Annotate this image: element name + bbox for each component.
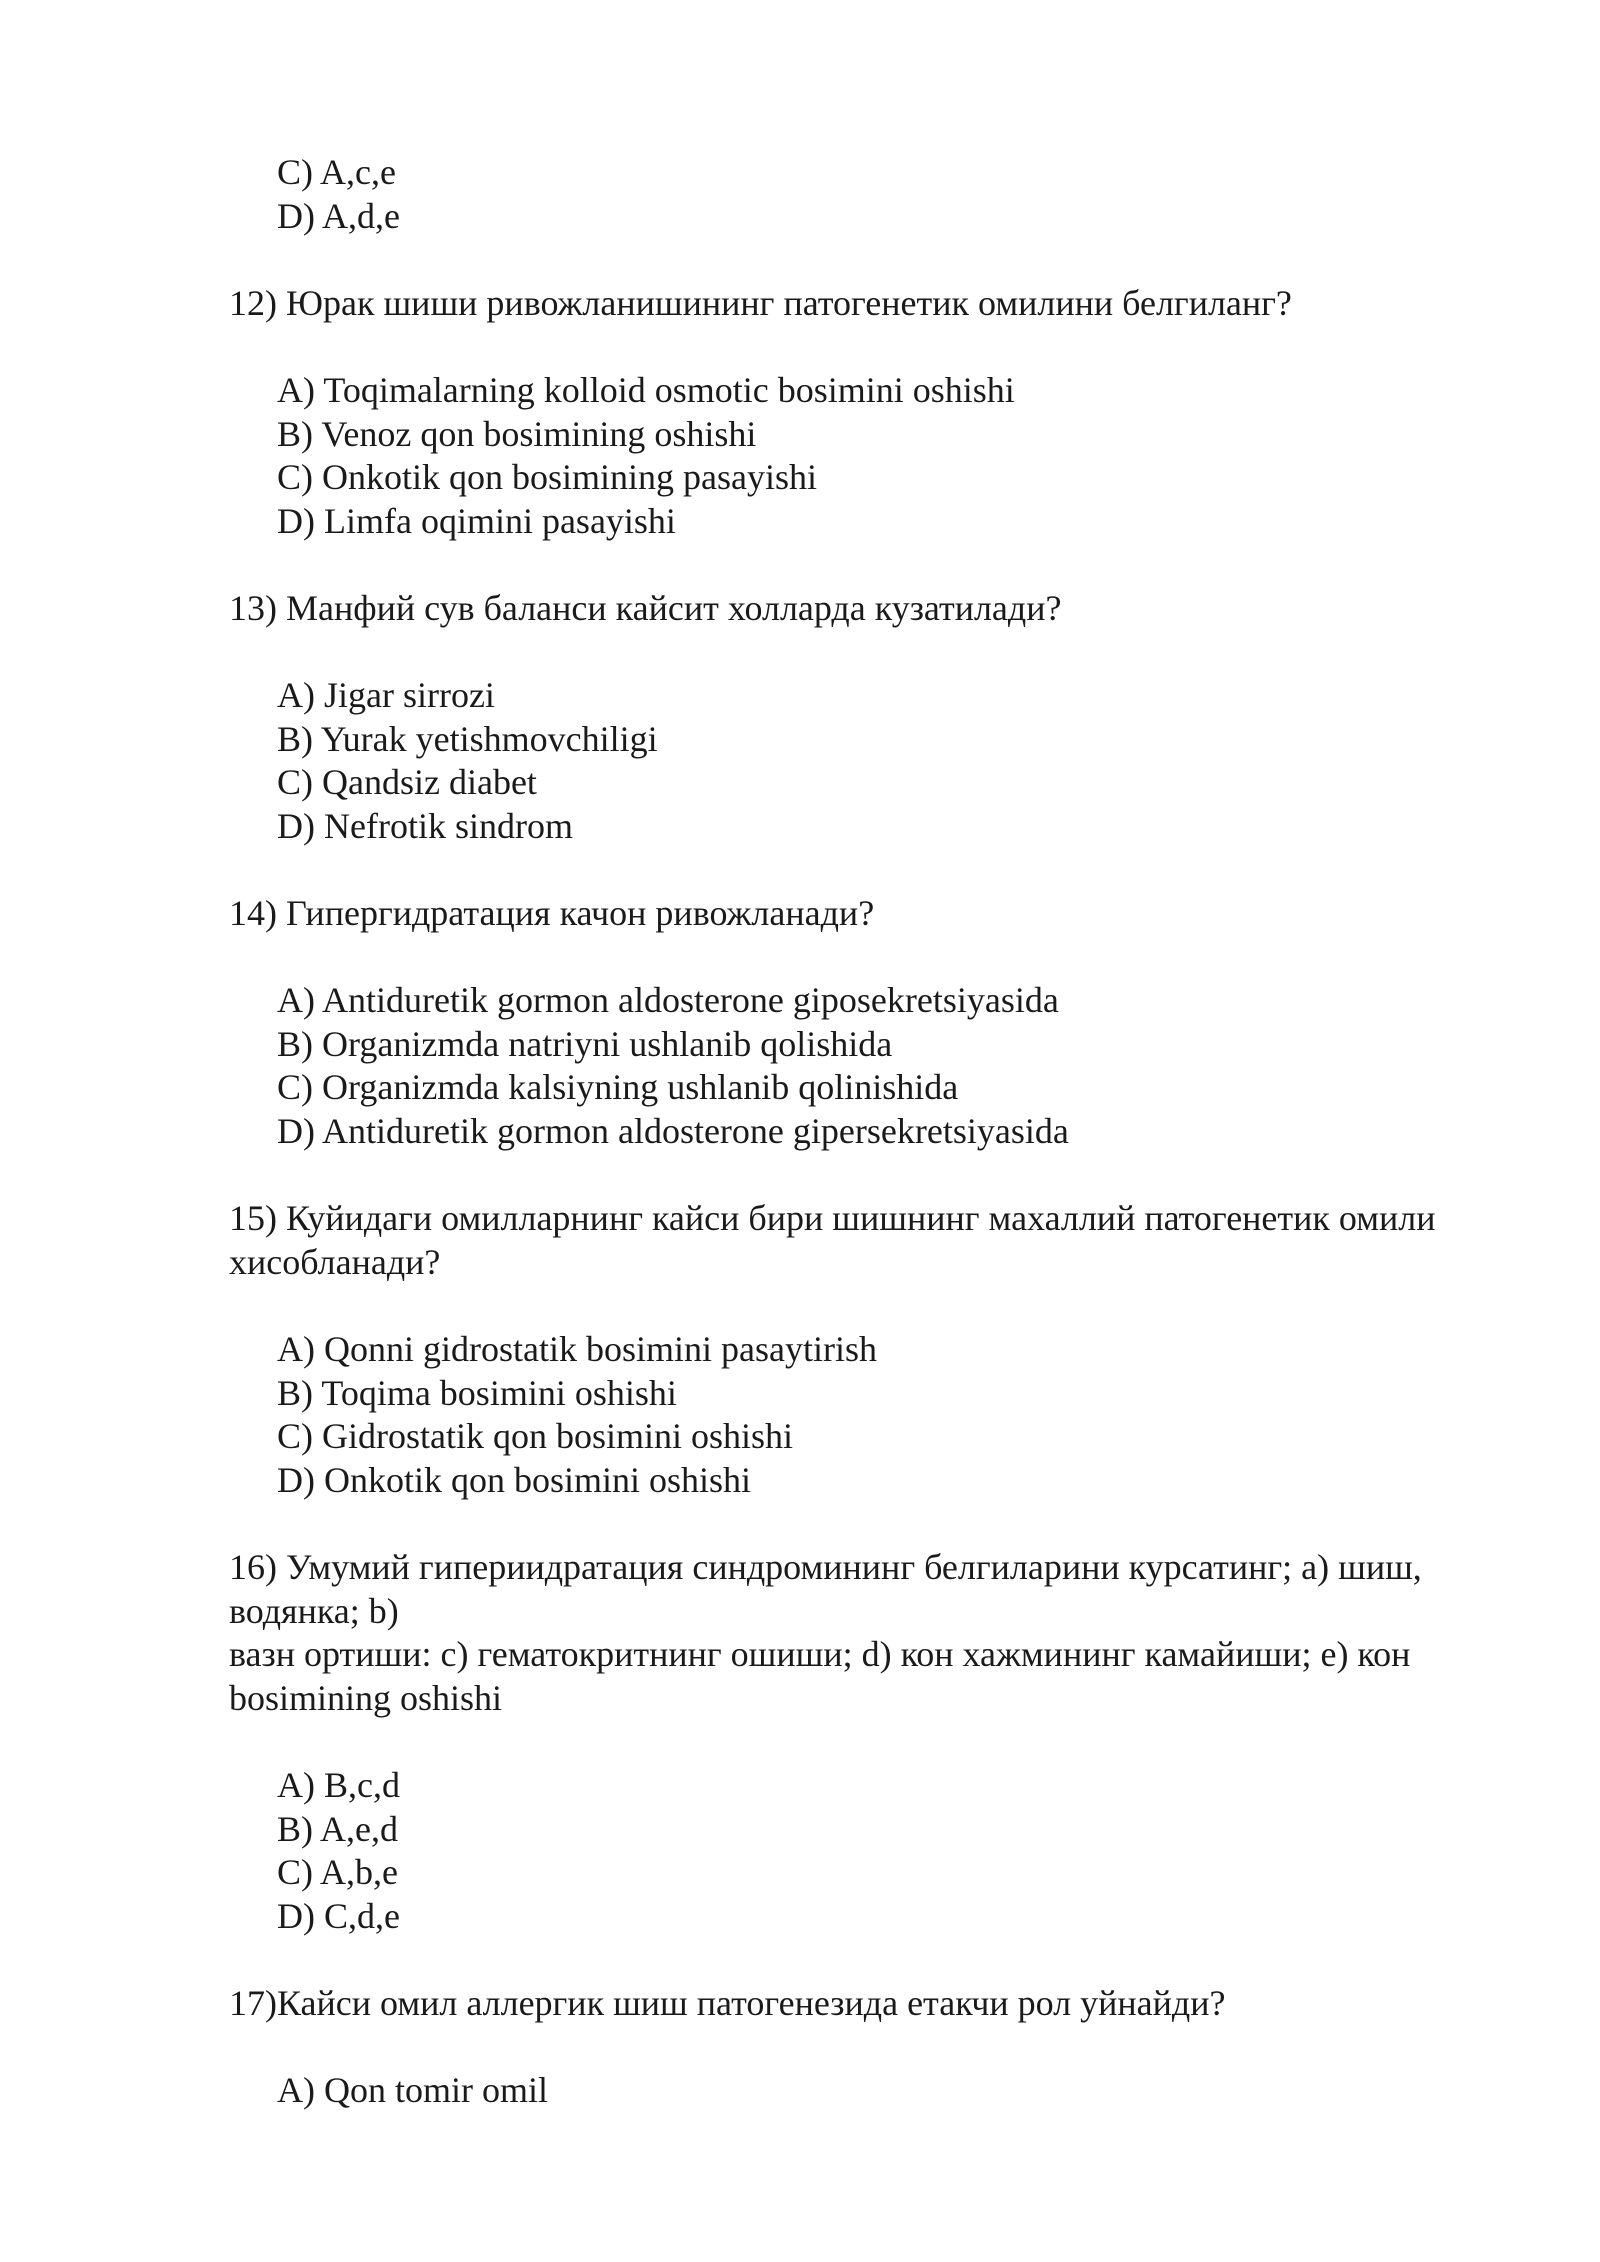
q16-option-c: C) A,b,e	[277, 1852, 398, 1893]
q15-option-a: A) Qonni gidrostatik bosimini pasaytirish	[277, 1329, 877, 1370]
q13-option-b: B) Yurak yetishmovchiligi	[277, 718, 658, 759]
q15-option-b: B) Toqima bosimini oshishi	[277, 1372, 677, 1413]
page-content	[229, 151, 1494, 2113]
question-15-line-2: хисобланади?	[229, 1241, 441, 1282]
question-13: 13) Манфий сув баланси кайсит холларда кузатилади?	[229, 587, 1062, 628]
q12-option-a: A) Toqimalarning kolloid osmotic bosimini oshishi	[277, 369, 1015, 410]
spacer	[229, 1154, 1494, 1198]
q13-option-a: A) Jigar sirrozi	[277, 675, 495, 716]
q13-option-d: D) Nefrotik sindrom	[277, 805, 573, 846]
question-14: 14) Гипергидратация качон ривожланади?	[229, 893, 875, 934]
spacer	[229, 1720, 1494, 1764]
q14-option-b: B) Organizmda natriyni ushlanib qolishida	[277, 1023, 893, 1064]
spacer	[229, 1502, 1494, 1546]
q13-option-c: C) Qandsiz diabet	[277, 762, 537, 803]
spacer	[229, 1284, 1494, 1328]
q12-option-d: D) Limfa oqimini pasayishi	[277, 500, 676, 541]
question-15-line-1: 15) Куйидаги омилларнинг кайси бири шишнинг махаллий патогенетик омили	[229, 1198, 1436, 1239]
q17-option-a: A) Qon tomir omil	[277, 2070, 548, 2111]
option-d-prev: D) A,d,e	[277, 195, 400, 236]
q16-option-b: B) A,e,d	[277, 1808, 398, 1849]
spacer	[229, 849, 1494, 893]
question-17: 17)Кайси омил аллергик шиш патогенезида етакчи рол уйнайди?	[229, 1982, 1226, 2023]
spacer	[229, 543, 1494, 587]
question-12: 12) Юрак шиши ривожланишининг патогенетик омилини белгиланг?	[229, 282, 1292, 323]
question-16-line-4: bosimining oshishi	[229, 1677, 503, 1718]
spacer	[229, 325, 1494, 369]
q14-option-c: C) Organizmda kalsiyning ushlanib qolinishida	[277, 1067, 959, 1108]
q16-option-a: A) B,c,d	[277, 1764, 400, 1805]
option-c-prev: C) A,c,e	[277, 152, 396, 192]
q16-option-d: D) C,d,e	[277, 1895, 400, 1936]
spacer	[229, 631, 1494, 675]
spacer	[229, 936, 1494, 980]
spacer	[229, 1938, 1494, 1982]
question-16-line-2: водянка; b)	[229, 1590, 399, 1631]
q15-option-d: D) Onkotik qon bosimini oshishi	[277, 1459, 752, 1500]
spacer	[229, 2026, 1494, 2070]
q14-option-d: D) Antiduretik gormon aldosterone gipersekretsiyasida	[277, 1111, 1069, 1152]
q12-option-c: C) Onkotik qon bosimining pasayishi	[277, 457, 817, 498]
q15-option-c: C) Gidrostatik qon bosimini oshishi	[277, 1416, 794, 1457]
q14-option-a: A) Antiduretik gormon aldosterone giposekretsiyasida	[277, 980, 1059, 1021]
spacer	[229, 238, 1494, 282]
q12-option-b: B) Venoz qon bosimining oshishi	[277, 413, 757, 454]
question-16-line-1: 16) Умумий гипериидратация синдромининг белгиларини курсатинг; а) шиш,	[229, 1547, 1422, 1587]
question-16-line-3: вазн ортиши: c) гематокритнинг ошиши; d) кон хажмининг камайиши; е) кон	[229, 1634, 1411, 1675]
